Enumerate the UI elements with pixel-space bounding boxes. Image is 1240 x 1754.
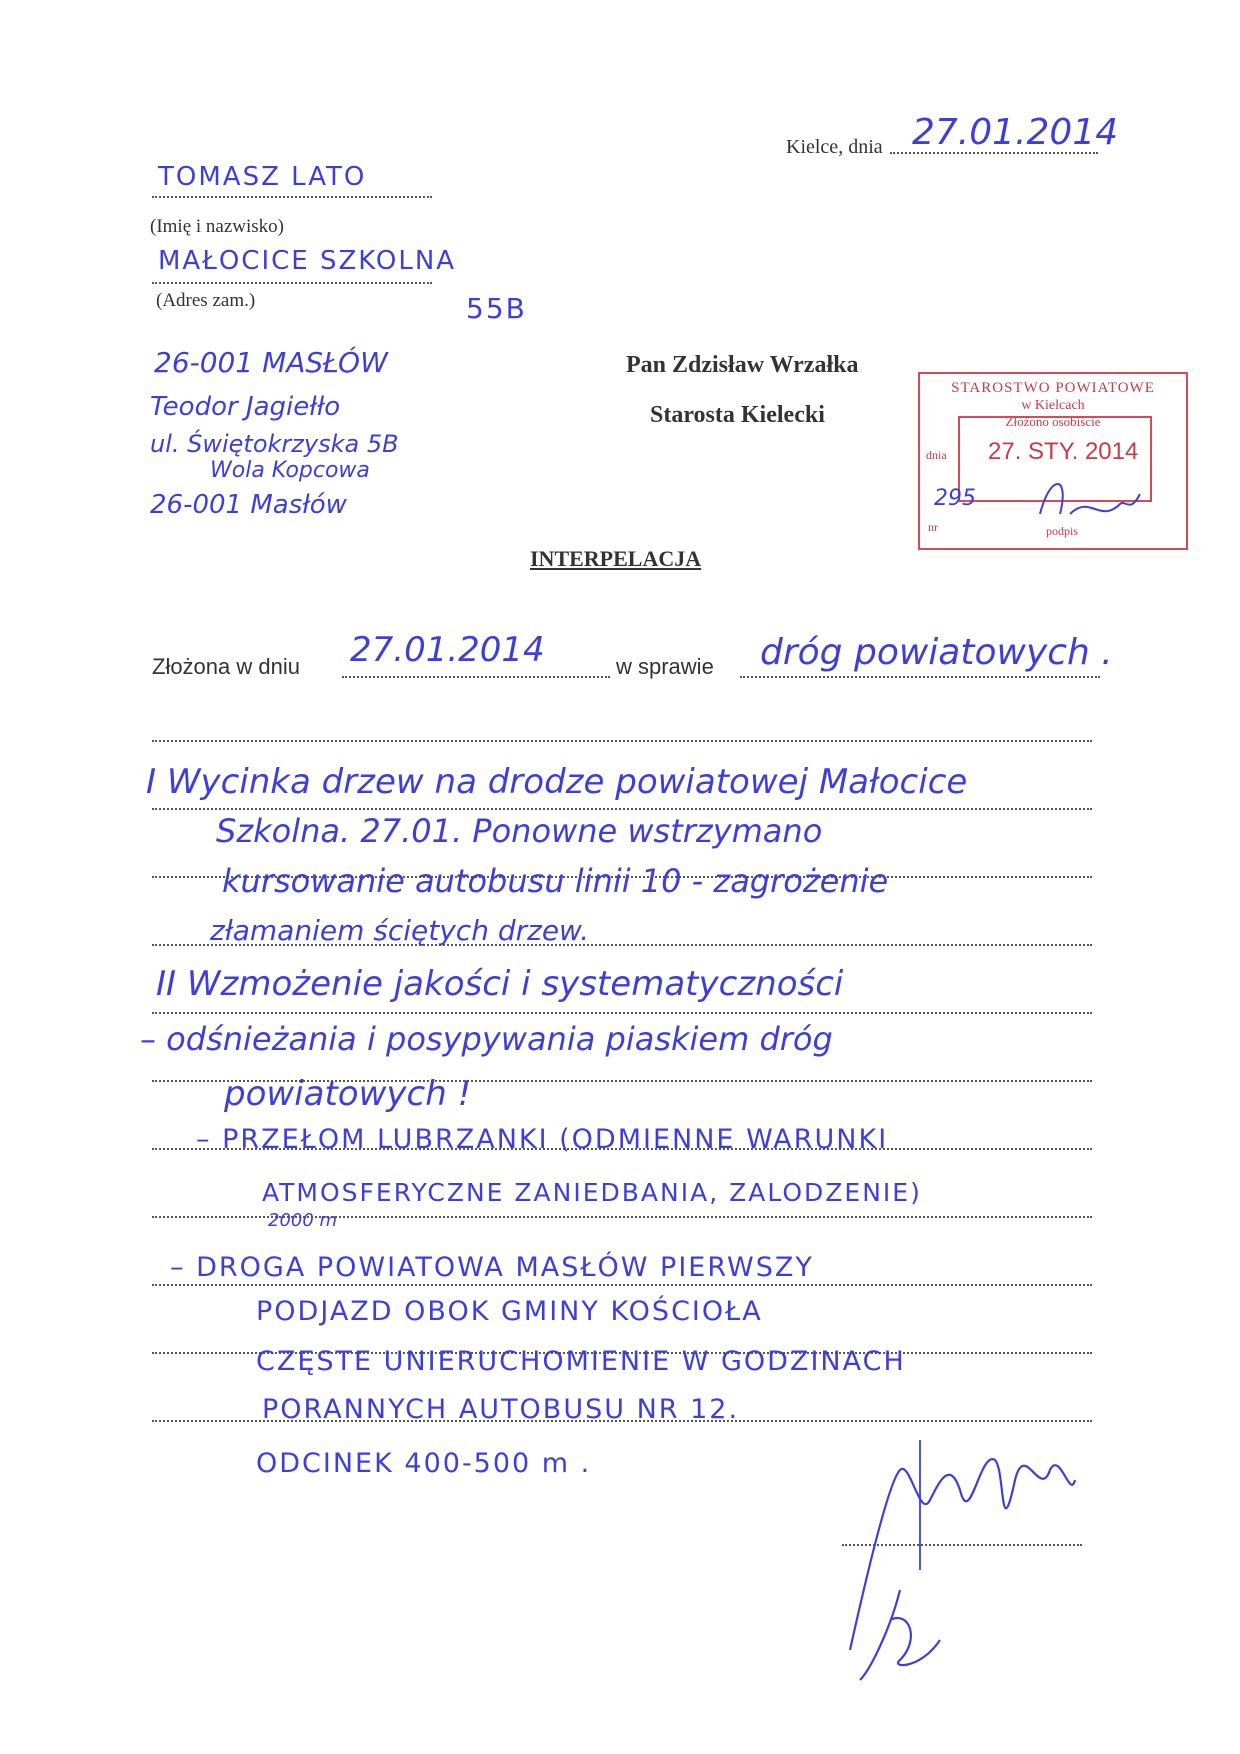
body-line: 2000 m [268, 1210, 338, 1231]
submitted-date-line [342, 676, 610, 678]
recipient-title: Starosta Kielecki [650, 402, 825, 428]
stamp-date-label: dnia [926, 448, 947, 462]
sender-extra-line: 26-001 MASŁÓW [154, 346, 388, 379]
ruling-line [152, 1012, 1092, 1014]
stamp-signature-label: podpis [1046, 524, 1079, 538]
ruling-line [152, 740, 1092, 742]
sender-extra-line: Wola Kopcowa [210, 458, 370, 483]
ruling-line [152, 808, 1092, 810]
subject-handwritten: dróg powiatowych . [760, 632, 1113, 673]
sender-address-number: 55B [466, 292, 527, 325]
name-field-label: (Imię i nazwisko) [150, 216, 285, 237]
body-line: – odśnieżania i posypywania piaskiem dróg [140, 1020, 833, 1058]
body-line: kursowanie autobusu linii 10 - zagrożenie [222, 862, 889, 900]
body-line: ODCINEK 400-500 m . [256, 1448, 592, 1479]
stamp-method: Złożono osobiście [1005, 414, 1101, 429]
sender-extra-line: Teodor Jagiełło [150, 392, 341, 422]
sender-name-handwritten: TOMASZ LATO [158, 162, 367, 192]
body-line: PODJAZD OBOK GMINY KOŚCIOŁA [256, 1296, 763, 1327]
body-line: PORANNYCH AUTOBUSU NR 12. [262, 1394, 740, 1425]
body-line: złamaniem ściętych drzew. [210, 914, 590, 947]
stamp-city: w Kielcach [1021, 398, 1085, 413]
body-line: ATMOSFERYCZNE ZANIEDBANIA, ZALODZENIE) [262, 1178, 922, 1207]
sender-extra-line: ul. Świętokrzyska 5B [150, 430, 399, 458]
date-handwritten: 27.01.2014 [912, 112, 1119, 153]
address-line [152, 282, 432, 284]
body-line: CZĘSTE UNIERUCHOMIENIE W GODZINACH [256, 1346, 906, 1377]
body-line: I Wycinka drzew na drodze powiatowej Małocice [146, 762, 968, 802]
place-date-label: Kielce, dnia [786, 136, 883, 158]
sender-extra-line: 26-001 Masłów [150, 490, 347, 520]
recipient-name: Pan Zdzisław Wrzałka [626, 352, 859, 378]
subject-label: w sprawie [616, 654, 714, 679]
subject-line [740, 676, 1100, 678]
submitted-date-handwritten: 27.01.2014 [350, 630, 545, 670]
address-field-label: (Adres zam.) [156, 290, 256, 311]
ruling-line [152, 1284, 1092, 1286]
signature-scribble-icon [830, 1440, 1130, 1690]
stamp-nr-handwritten: 295 [934, 486, 976, 511]
document-title: INTERPELACJA [530, 546, 702, 571]
body-line: powiatowych ! [224, 1074, 472, 1114]
name-line [152, 196, 432, 198]
signature-text [1000, 1660, 1002, 1661]
body-line: Szkolna. 27.01. Ponowne wstrzymano [216, 812, 823, 850]
sender-address-handwritten: MAŁOCICE SZKOLNA [158, 246, 457, 276]
body-line: – DROGA POWIATOWA MASŁÓW PIERWSZY [170, 1252, 814, 1283]
stamp-date-value: 27. STY. 2014 [988, 438, 1139, 465]
stamp-signature-scribble-icon [1030, 474, 1150, 534]
body-line: – PRZEŁOM LUBRZANKI (ODMIENNE WARUNKI [196, 1124, 889, 1155]
received-stamp [918, 372, 1188, 550]
submitted-label: Złożona w dniu [152, 654, 300, 679]
stamp-nr-label: nr [928, 520, 938, 534]
body-line: II Wzmożenie jakości i systematyczności [156, 964, 844, 1004]
stamp-office: STAROSTWO POWIATOWE [951, 380, 1155, 396]
